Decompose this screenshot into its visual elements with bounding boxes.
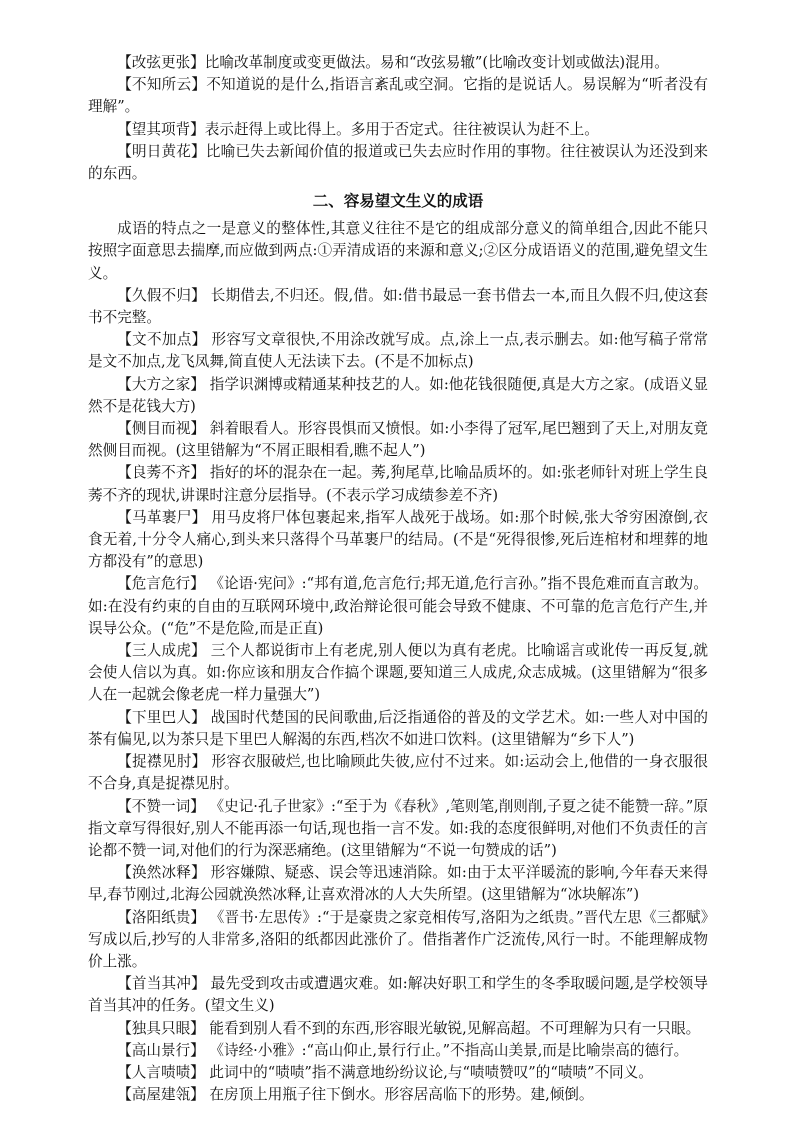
idiom-term: 【人言啧啧】	[117, 1063, 205, 1081]
idiom-explanation: 比喻已失去新闻价值的报道或已失去应时作用的事物。往往被误认为还没到来的东西。	[88, 142, 708, 183]
idiom-entry	[88, 374, 708, 418]
idiom-term: 【首当其冲】	[117, 975, 206, 993]
idiom-explanation: 长期借去,不归还。假,借。如:借书最忌一套书借去一本,而且久假不归,使这套书不完整。	[88, 286, 708, 327]
idiom-term: 【望其项背】	[117, 120, 205, 138]
idiom-term: 【洛阳纸贵】	[117, 908, 206, 926]
idiom-explanation: 用马皮将尸体包裹起来,指军人战死于战场。如:那个时候,张大爷穷困潦倒,衣食无着,十分令人痛心,到头来只落得个马革裹尸的结局。(不是“死得很惨,死后连棺材和埋葬的地方都没有”的意思)	[88, 508, 708, 571]
idiom-term: 【久假不归】	[117, 286, 206, 304]
idiom-explanation: 《诗经·小雅》:“高山仰止,景行行止。”不指高山美景,而是比喻崇高的德行。	[204, 1041, 689, 1059]
idiom-term: 【大方之家】	[117, 375, 205, 393]
idiom-explanation: 战国时代楚国的民间歌曲,后泛指通俗的普及的文学艺术。如:一些人对中国的茶有偏见,以为茶只是下里巴人解渴的东西,档次不如进口饮料。(这里错解为“乡下人”)	[88, 708, 708, 748]
document-page	[88, 52, 708, 1106]
idiom-explanation: 形容衣服破烂,也比喻顾此失彼,应付不过来。如:运动会上,他借的一身衣服很不合身,真是捉襟见肘。	[88, 753, 708, 793]
idiom-term: 【马革裹尸】	[117, 508, 207, 526]
idiom-explanation: 最先受到攻击或遭遇灾难。如:解决好职工和学生的冬季取暖问题,是学校领导首当其冲的任务。(望文生义)	[88, 975, 708, 1015]
idiom-entry	[88, 74, 708, 118]
idiom-explanation: 表示赶得上或比得上。多用于否定式。往往被误认为赶不上。	[204, 120, 599, 138]
idiom-entry	[88, 462, 708, 506]
idiom-entry	[88, 1084, 708, 1106]
idiom-explanation: 在房顶上用瓶子往下倒水。形容居高临下的形势。建,倾倒。	[204, 1086, 594, 1104]
idiom-entry	[88, 507, 708, 574]
idiom-term: 【三人成虎】	[117, 642, 206, 660]
idiom-term: 【改弦更张】	[117, 54, 205, 71]
idiom-entry	[88, 418, 708, 462]
idiom-entry	[88, 1040, 708, 1062]
section-intro: 成语的特点之一是意义的整体性,其意义往往不是它的组成部分意义的简单组合,因此不能只按照字面意思去揣摩,而应做到两点:①弄清成语的来源和意义;②区分成语语义的范围,避免望文生义。	[88, 220, 708, 282]
idiom-term: 【高山景行】	[117, 1041, 205, 1059]
section-heading: 二、容易望文生义的成语	[312, 192, 484, 211]
idiom-explanation: 不知道说的是什么,指语言紊乱或空洞。它指的是说话人。易误解为“听者没有理解”。	[88, 76, 708, 116]
idiom-entry	[88, 796, 708, 863]
idiom-term: 【良莠不齐】	[117, 464, 206, 482]
idiom-entry	[88, 1018, 708, 1040]
idiom-term: 【侧目而视】	[117, 420, 206, 438]
idiom-entry	[88, 119, 708, 141]
idiom-entry	[88, 52, 708, 74]
idiom-term: 【高屋建瓴】	[117, 1086, 205, 1104]
idiom-explanation: 能看到别人看不到的东西,形容眼光敏锐,见解高超。不可理解为只有一只眼。	[204, 1019, 701, 1037]
idiom-term: 【明日黄花】	[117, 142, 206, 160]
idiom-term: 【文不加点】	[117, 331, 207, 349]
idiom-entry	[88, 285, 708, 329]
idiom-term: 【不赞一词】	[117, 797, 205, 815]
section1-entry-list	[88, 52, 708, 185]
section2-entry-list	[88, 285, 708, 1107]
idiom-entry	[88, 973, 708, 1017]
idiom-explanation: 《史记·孔子世家》:“至于为《春秋》,笔则笔,削则削,子夏之徒不能赞一辞。”原指文章写得很好,别人不能再添一句话,现也指一言不发。如:我的态度很鲜明,对他们不负责任的言论都不赞一词,对他们的行为深恶痛绝。(这里错解为“不说一句赞成的话”)	[88, 797, 708, 859]
idiom-explanation: 三个人都说街市上有老虎,别人便以为真有老虎。比喻谣言或讹传一再反复,就会使人信以为真。如:你应该和朋友合作搞个课题,要知道三人成虎,众志成城。(这里错解为“很多人在一起就会像老虎一样力量强大”)	[88, 642, 708, 704]
idiom-entry	[88, 1062, 708, 1084]
idiom-entry	[88, 751, 708, 795]
idiom-entry	[88, 862, 708, 906]
idiom-explanation: 《论语·宪问》:“邦有道,危言危行;邦无道,危行言孙。”指不畏危难而直言敢为。如:在没有约束的自由的互联网环境中,政治辩论很可能会导致不健康、不可靠的危言危行产生,并误导公众。(“危”不是危险,而是正直)	[88, 575, 708, 637]
idiom-explanation: 指好的坏的混杂在一起。莠,狗尾草,比喻品质坏的。如:张老师针对班上学生良莠不齐的现状,讲课时注意分层指导。(不表示学习成绩参差不齐)	[88, 464, 708, 504]
idiom-explanation: 此词中的“啧啧”指不满意地纷纷议论,与“啧啧赞叹”的“啧啧”不同义。	[204, 1063, 653, 1081]
idiom-explanation: 《晋书·左思传》:“于是豪贵之家竞相传写,洛阳为之纸贵。”晋代左思《三都赋》写成以后,抄写的人非常多,洛阳的纸都因此涨价了。借指著作广泛流传,风行一时。不能理解成物价上涨。	[88, 908, 708, 970]
idiom-explanation: 比喻改革制度或变更做法。易和“改弦易辙”(比喻改变计划或做法)混用。	[204, 54, 669, 71]
idiom-explanation: 斜着眼看人。形容畏惧而又愤恨。如:小李得了冠军,尾巴翘到了天上,对朋友竟然侧目而视。(这里错解为“不屑正眼相看,瞧不起人”)	[88, 420, 708, 460]
idiom-term: 【捉襟见肘】	[117, 753, 207, 771]
idiom-explanation: 指学识渊博或精通某种技艺的人。如:他花钱很随便,真是大方之家。(成语义显然不是花钱大方)	[88, 375, 708, 415]
idiom-term: 【不知所云】	[117, 76, 207, 94]
idiom-term: 【下里巴人】	[117, 708, 206, 726]
idiom-explanation: 形容写文章很快,不用涂改就写成。点,涂上一点,表示删去。如:他写稿子常常是文不加点,龙飞凤舞,简直使人无法读下去。(不是不加标点)	[88, 331, 708, 371]
idiom-entry	[88, 573, 708, 640]
idiom-entry	[88, 707, 708, 751]
idiom-entry	[88, 907, 708, 974]
idiom-entry	[88, 141, 708, 185]
idiom-entry	[88, 640, 708, 707]
idiom-entry	[88, 329, 708, 373]
idiom-term: 【独具只眼】	[117, 1019, 205, 1037]
idiom-explanation: 形容嫌隙、疑惑、误会等迅速消除。如:由于太平洋暖流的影响,今年春天来得早,春节刚过,北海公园就涣然冰释,让喜欢滑冰的人大失所望。(这里错解为“冰块解冻”)	[88, 864, 708, 904]
idiom-term: 【涣然冰释】	[117, 864, 206, 882]
idiom-term: 【危言危行】	[117, 575, 205, 593]
